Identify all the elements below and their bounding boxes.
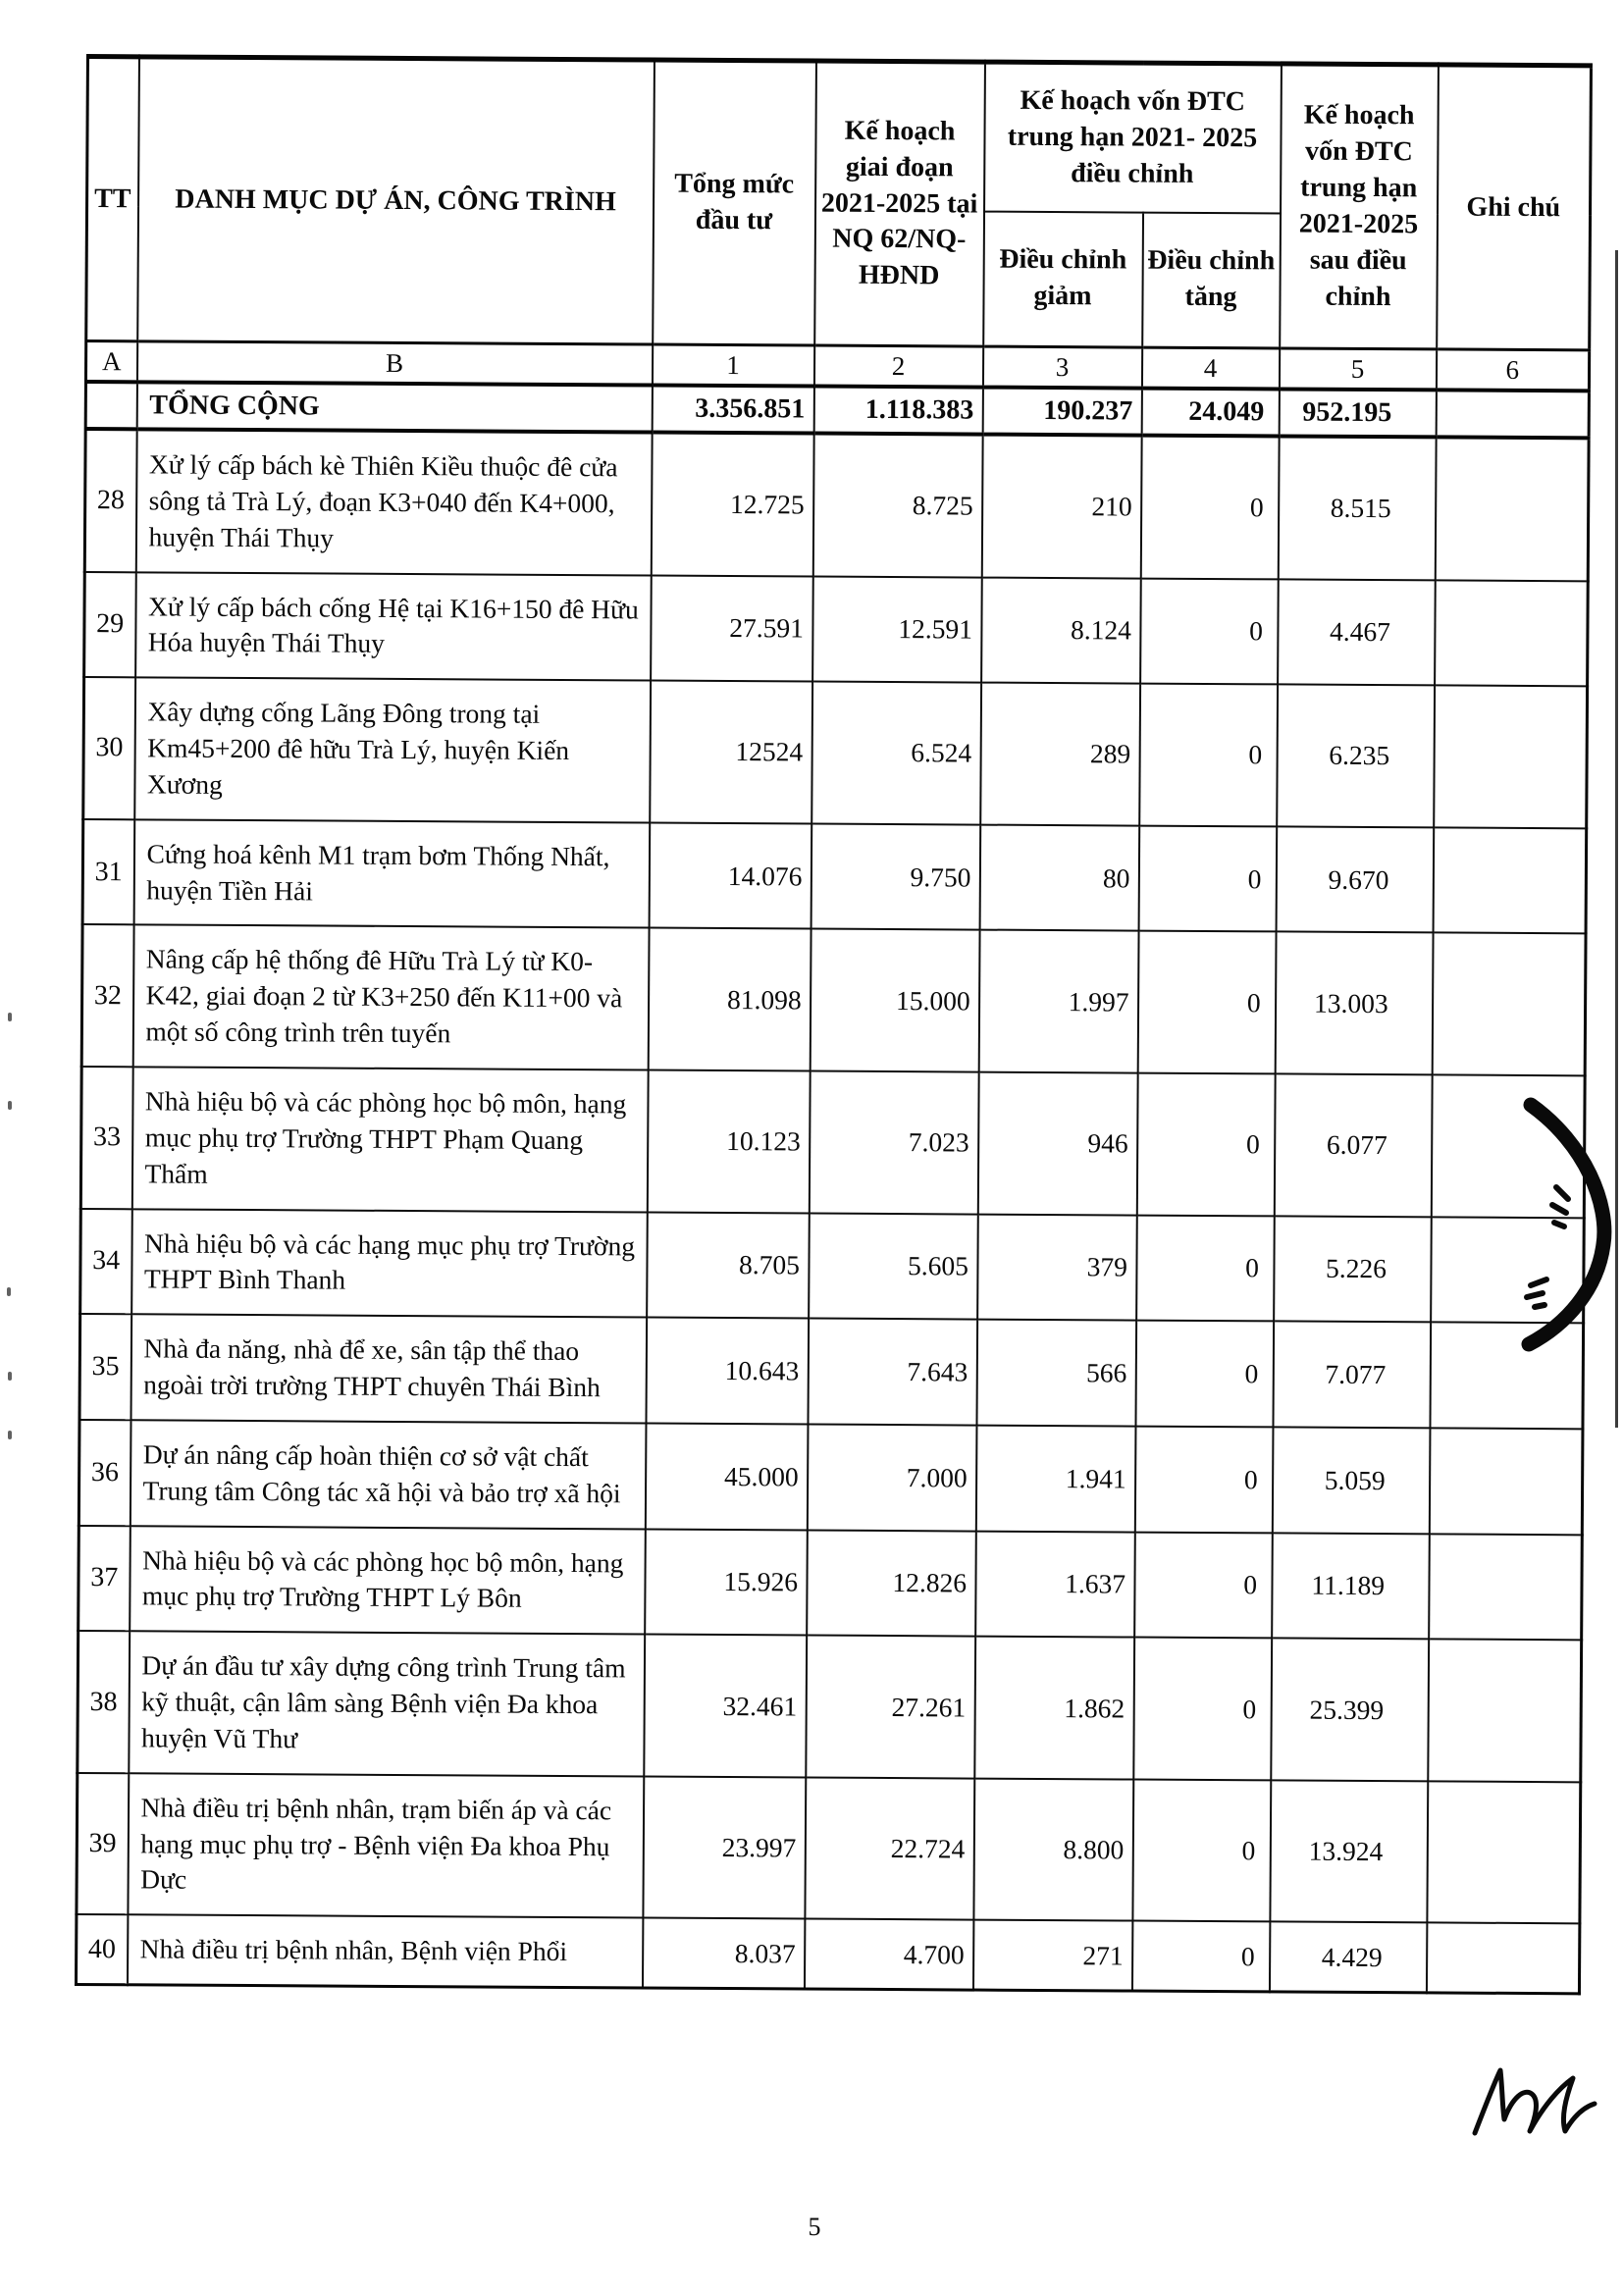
adjust-increase-cell: 0 [1136,1215,1275,1322]
plan-after-adjust-cell: 5.226 [1274,1216,1432,1323]
total-investment-cell: 10.643 [646,1318,809,1425]
plan-nq62-cell: 7.000 [807,1424,976,1531]
table-row [80,1208,1585,1323]
row-number-cell: 33 [80,1067,132,1209]
adjust-decrease-cell: 946 [977,1072,1137,1216]
adjust-increase-cell: 0 [1140,578,1279,685]
total-investment-cell: 32.461 [644,1635,807,1778]
row-number-cell: 31 [82,819,134,925]
notes-cell [1435,437,1589,580]
notes-cell [1429,1534,1583,1641]
table-row [80,1067,1585,1218]
signature-initials-mark [1467,2049,1614,2147]
plan-nq62-cell: 6.524 [812,682,981,825]
adjust-decrease-cell: 1.637 [975,1531,1135,1638]
adjust-increase-cell: 0 [1134,1532,1273,1639]
adjust-decrease-cell: 8.124 [981,577,1141,684]
adjust-decrease-cell: 8.800 [973,1778,1133,1921]
table-row [84,572,1589,687]
page-number: 5 [808,2213,821,2241]
row-number-cell: 37 [79,1526,131,1632]
adjust-increase-cell: 0 [1134,1426,1273,1533]
scan-speck [8,1431,12,1439]
adjust-decrease-cell: 1.997 [978,930,1138,1073]
table-row [79,1526,1583,1641]
plan-after-adjust-cell: 8.515 [1278,436,1436,580]
project-name-cell: Dự án đầu tư xây dựng công trình Trung tâm kỹ thuật, cận lâm sàng Bệnh viện Đa khoa huyện Vũ Thư [129,1632,645,1777]
header-plan-adjust-group: Kế hoạch vốn ĐTC trung hạn 2021- 2025 điều chỉnh [984,62,1282,213]
plan-after-adjust-cell: 9.670 [1276,826,1434,933]
total-investment-cell: 23.997 [643,1776,806,1919]
total-investment-cell: 12.725 [651,433,813,577]
notes-cell [1434,686,1588,828]
table-row [79,1420,1583,1535]
project-name-cell: Nhà hiệu bộ và các hạng mục phụ trợ Trường THPT Bình Thanh [131,1209,648,1318]
total-investment-cell: 15.926 [645,1529,808,1636]
notes-cell [1427,1781,1581,1923]
total-investment-cell: 12524 [650,681,812,824]
row-number-cell: 40 [76,1914,127,1985]
plan-nq62-cell: 27.261 [806,1636,975,1779]
header-project-name: DANH MỤC DỰ ÁN, CÔNG TRÌNH [137,57,654,344]
total-investment-cell: 45.000 [645,1423,808,1530]
table-row [84,429,1589,581]
plan-nq62-cell: 22.724 [805,1777,974,1920]
total-investment-cell: 14.076 [649,822,812,929]
signature-paraph-mark [1509,1097,1623,1352]
plan-nq62-cell: 5.605 [809,1213,978,1320]
notes-cell [1435,580,1589,687]
col-letter: 4 [1141,347,1279,389]
plan-after-adjust-cell: 5.059 [1272,1427,1430,1534]
plan-nq62-cell: 15.000 [810,929,979,1072]
header-adjust-increase: Điều chỉnh tăng [1142,212,1281,348]
notes-cell [1428,1640,1582,1782]
adjust-decrease-cell: 271 [972,1920,1131,1991]
plan-nq62-cell: 4.700 [804,1919,972,1990]
project-name-cell: Nhà điều trị bệnh nhân, Bệnh viện Phổi [127,1915,642,1989]
notes-cell [1429,1428,1583,1535]
adjust-increase-cell: 0 [1135,1321,1274,1428]
total-c3: 190.237 [982,388,1141,436]
adjust-increase-cell: 0 [1140,436,1279,579]
adjust-decrease-cell: 566 [976,1320,1136,1427]
table-row [76,1914,1579,1994]
header-adjust-decrease: Điều chỉnh giảm [983,211,1143,347]
scan-speck [8,1013,12,1021]
adjust-decrease-cell: 80 [979,824,1139,931]
plan-nq62-cell: 7.023 [809,1070,978,1214]
header-tt: TT [86,57,139,341]
total-c1: 3.356.851 [652,386,813,434]
plan-after-adjust-cell: 6.235 [1277,685,1435,828]
adjust-increase-cell: 0 [1136,1073,1275,1216]
col-letter: 2 [813,345,982,388]
row-number-cell: 28 [84,429,136,572]
plan-after-adjust-cell: 13.924 [1270,1780,1428,1923]
row-number-cell: 39 [77,1773,129,1915]
plan-after-adjust-cell: 7.077 [1273,1322,1431,1429]
plan-nq62-cell: 9.750 [811,823,980,930]
scan-speck [8,1372,12,1381]
adjust-increase-cell: 0 [1139,684,1278,826]
notes-cell [1426,1923,1579,1994]
scan-speck [7,1287,11,1296]
plan-after-adjust-cell: 6.077 [1274,1073,1432,1217]
adjust-increase-cell: 0 [1131,1921,1269,1992]
col-letter: A [85,341,136,383]
total-c6 [1436,390,1589,438]
project-name-cell: Nhà hiệu bộ và các phòng học bộ môn, hạng mục phụ trợ Trường THPT Phạm Quang Thẩm [131,1067,648,1212]
total-investment-cell: 8.705 [647,1212,810,1319]
project-name-cell: Nhà điều trị bệnh nhân, trạm biến áp và các hạng mục phụ trợ - Bệnh viện Đa khoa Phụ Dực [128,1773,644,1918]
col-letter: 5 [1279,348,1436,390]
total-c5: 952.195 [1279,389,1436,437]
plan-after-adjust-cell: 4.467 [1278,579,1436,686]
adjust-decrease-cell: 1.941 [975,1425,1135,1532]
project-budget-table-wrap [75,54,1590,1995]
adjust-decrease-cell: 289 [980,683,1140,826]
project-name-cell: Xử lý cấp bách cống Hệ tại K16+150 đê Hữu Hóa huyện Thái Thụy [135,572,652,681]
header-notes: Ghi chú [1437,65,1592,350]
row-number-cell: 35 [79,1314,131,1420]
col-letter: 6 [1436,349,1589,391]
total-c4: 24.049 [1141,389,1279,437]
plan-after-adjust-cell: 4.429 [1269,1922,1426,1993]
adjust-decrease-cell: 1.862 [974,1637,1134,1780]
total-empty-cell [85,382,136,429]
col-letter: B [136,341,652,386]
project-name-cell: Cứng hoá kênh M1 trạm bơm Thống Nhất, huyện Tiền Hải [133,819,650,928]
plan-nq62-cell: 7.643 [808,1319,977,1426]
adjust-decrease-cell: 379 [977,1214,1137,1321]
plan-after-adjust-cell: 11.189 [1272,1533,1430,1640]
table-row [81,924,1586,1075]
adjust-increase-cell: 0 [1132,1779,1271,1921]
project-name-cell: Xử lý cấp bách kè Thiên Kiều thuộc đê cửa sông tả Trà Lý, đoạn K3+040 đến K4+000, huyện Thái Thụy [135,429,652,575]
total-investment-cell: 10.123 [647,1070,810,1213]
row-number-cell: 38 [78,1631,130,1773]
col-letter: 3 [982,346,1141,388]
plan-nq62-cell: 12.826 [807,1530,976,1637]
table-row [78,1631,1582,1782]
total-investment-cell: 8.037 [642,1918,804,1989]
project-name-cell: Dự án nâng cấp hoàn thiện cơ sở vật chất Trung tâm Công tác xã hội và bảo trợ xã hội [130,1420,646,1529]
row-number-cell: 34 [80,1208,132,1314]
table-row [77,1773,1581,1924]
plan-nq62-cell: 8.725 [812,434,982,578]
total-investment-cell: 27.591 [651,575,813,682]
row-number-cell: 29 [84,572,136,678]
plan-after-adjust-cell: 25.399 [1271,1639,1429,1782]
table-row [82,819,1587,934]
header-plan-after-adjust: Kế hoạch vốn ĐTC trung hạn 2021-2025 sau điều chỉnh [1280,64,1439,349]
adjust-increase-cell: 0 [1133,1638,1272,1780]
total-investment-cell: 81.098 [648,928,811,1071]
plan-nq62-cell: 12.591 [812,576,982,683]
total-c2: 1.118.383 [813,387,982,435]
project-name-cell: Xây dựng cống Lãng Đông trong tại Km45+200 đê hữu Trà Lý, huyện Kiến Xương [134,678,651,823]
project-name-cell: Nâng cấp hệ thống đê Hữu Trà Lý từ K0-K42, giai đoạn 2 từ K3+250 đến K11+00 và một số công trình trên tuyến [132,925,649,1070]
project-name-cell: Nhà hiệu bộ và các phòng học bộ môn, hạng mục phụ trợ Trường THPT Lý Bôn [130,1526,646,1635]
table-row [83,677,1588,828]
header-row-1 [87,57,1592,215]
adjust-decrease-cell: 210 [981,435,1141,579]
project-name-cell: Nhà đa năng, nhà để xe, sân tập thể thao ngoài trời trường THPT chuyên Thái Bình [131,1314,647,1423]
row-number-cell: 32 [81,924,133,1067]
header-plan-nq62: Kế hoạch giai đoạn 2021-2025 tại NQ 62/NQ-HĐND [814,61,985,346]
project-budget-table [75,54,1593,1995]
notes-cell [1432,933,1586,1075]
row-number-cell: 30 [83,677,135,819]
notes-cell [1433,827,1587,934]
plan-after-adjust-cell: 13.003 [1275,932,1433,1075]
total-label: TỔNG CỘNG [136,382,652,432]
row-number-cell: 36 [79,1420,131,1526]
col-letter: 1 [652,344,813,387]
adjust-increase-cell: 0 [1137,931,1276,1073]
header-total-investment: Tổng mức đầu tư [653,60,816,345]
adjust-increase-cell: 0 [1138,825,1277,932]
scan-speck [8,1101,12,1110]
table-row [79,1314,1584,1429]
